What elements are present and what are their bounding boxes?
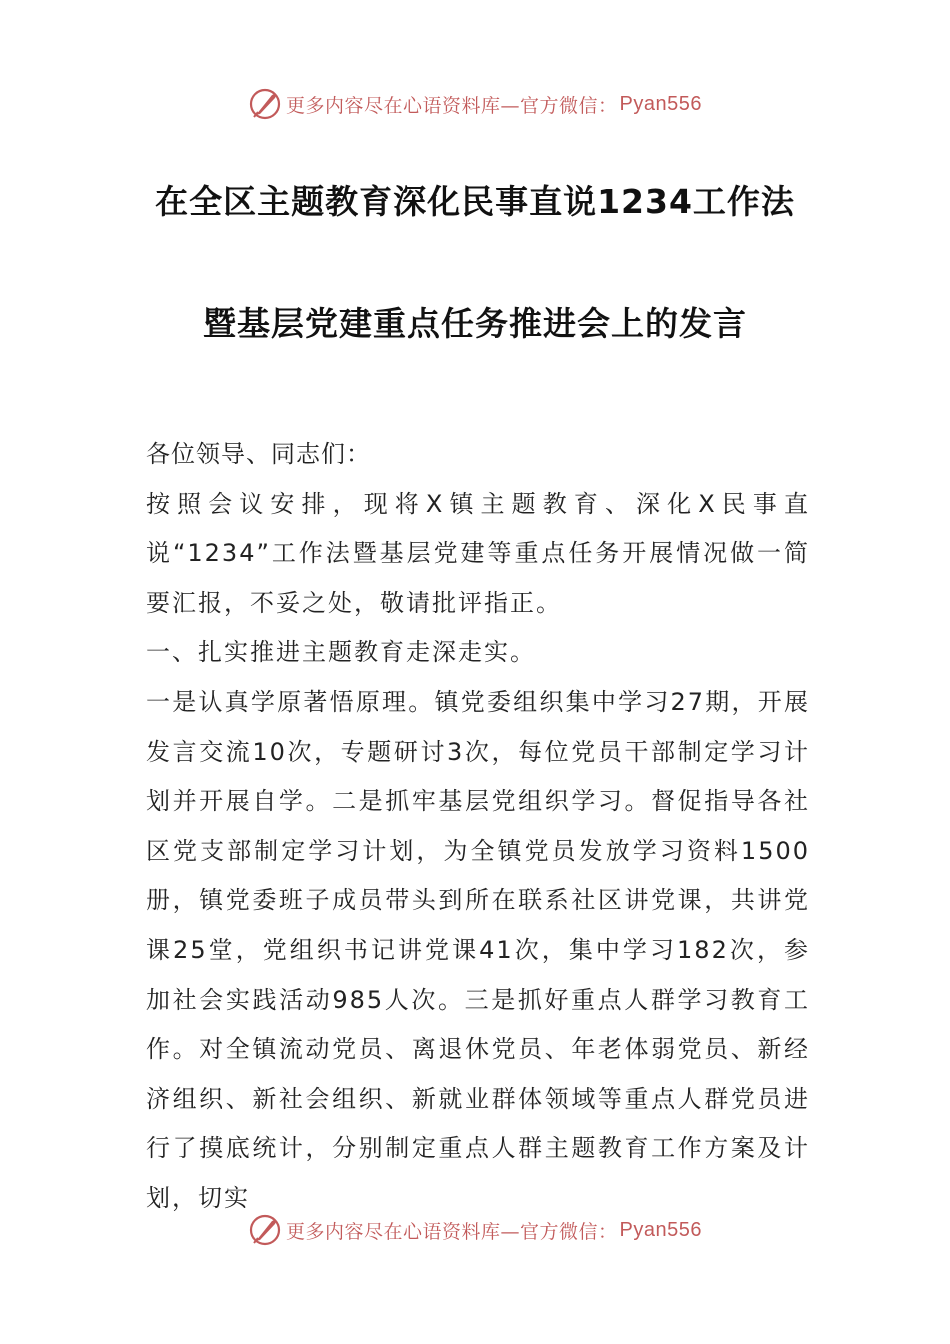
quill-logo-icon (248, 1213, 282, 1247)
watermark-text: 更多内容尽在心语资料库—官方微信： (286, 1220, 618, 1243)
watermark-text: 更多内容尽在心语资料库—官方微信： (286, 94, 618, 117)
document-title-line-1: 在全区主题教育深化民事直说1234工作法 (155, 182, 795, 221)
watermark-wechat-id: Pyan556 (619, 1218, 702, 1241)
document-title-line-2: 暨基层党建重点任务推进会上的发言 (203, 304, 747, 343)
section-1-heading: 一、扎实推进主题教育走深走实。 (146, 638, 536, 667)
watermark-wechat-id: Pyan556 (619, 92, 702, 115)
quill-logo-icon (248, 87, 282, 121)
greeting-paragraph: 各位领导、同志们： (146, 440, 371, 468)
watermark-header (0, 82, 950, 126)
intro-paragraph: 按照会议安排，现将X镇主题教育、深化X民事直说“1234”工作法暨基层党建等重点任务开展情况做一简要汇报，不妥之处，敬请批评指正。 (146, 489, 810, 617)
watermark-footer (0, 1208, 950, 1252)
document-body (146, 430, 810, 1224)
section-1-body: 一是认真学原著悟原理。镇党委组织集中学习27期，开展发言交流10次，专题研讨3次，每位党员干部制定学习计划并开展自学。二是抓牢基层党组织学习。督促指导各社区党支部制定学习计划，为全镇党员发放学习资料1500册，镇党委班子成员带头到所在联系社区讲党课，共讲党课25堂，党组织书记讲党课41次，集中学习182次，参加社会实践活动985人次。三是抓好重点人群学习教育工作。对全镇流动党员、离退休党员、年老体弱党员、新经济组织、新社会组织、新就业群体领域等重点人群党员进行了摸底统计，分别制定重点人群主题教育工作方案及计划，切实 (146, 687, 810, 1212)
